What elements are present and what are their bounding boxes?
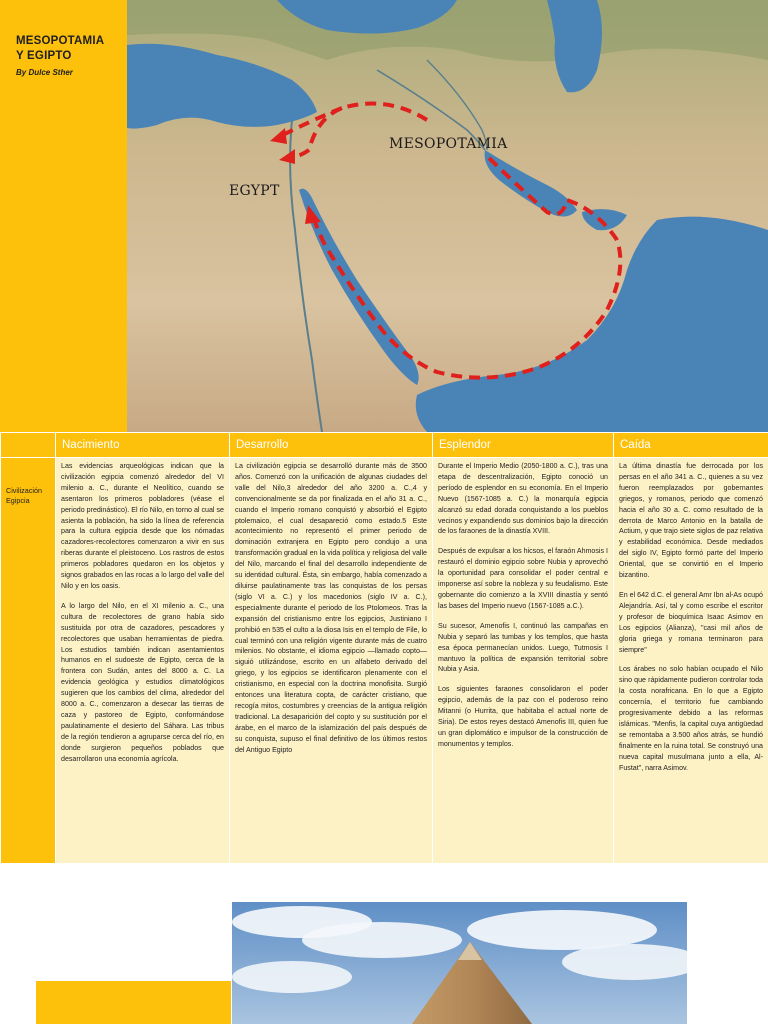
esplendor-paragraph: Su sucesor, Amenofis I, continuó las campañas en Nubia y separó las tumbas y los templos, que hasta esa época permanecían unidos. Luego, Tutmosis I mantuvo la política de expansión territorial sobre Nubia y Asia.	[438, 621, 608, 674]
cloud	[232, 961, 352, 993]
header-desarrollo: Desarrollo	[230, 433, 433, 458]
title-panel	[0, 0, 127, 432]
pyramid-photo	[232, 902, 687, 1024]
header-esplendor: Esplendor	[433, 433, 614, 458]
desarrollo-paragraph: La civilización egipcia se desarrolló durante más de 3500 años. Comenzó con la unificación de algunas ciudades del valle del Nilo,3 alrededor del año 3200 a. C.,4 y convencionalmente se da por finalizada en el año 31 a. C., cuando el Imperio romano conquistó y absorbió el Egipto ptolemaico, el cual desapareció como estado.5 Este acontecimiento no representó el primer periodo de dominación extranjera en Egipto pero condujo a una transformación gradual en la vida política y religiosa del valle del Nilo, marcando el final del desarrollo independiente de su identidad cultural. Ésta, sin embargo, había comenzado a diluirse paulatinamente tras las conquistas de los persas (siglo VI a. C.) y los macedonios (siglo IV a. C.), especialmente durante el periodo de los Ptolomeos. Tras la expansión del cristianismo entre los egipcios, Justiniano I prohibió en 535 el culto a la diosa Isis en el templo de File, lo cual terminó con una religión vigente durante más de cuatro milenios. No obstante, el idioma egipcio —llamado copto— siguió utilizándose, escrito en un alfabeto derivado del griego, y los egipcios se identificaron plenamente con el cristianismo, en especial con la doctrina monofisita. Surgió entonces una literatura copta, de carácter cristiano, que recogía mitos, costumbres y creencias de la antigua religión tradicional. La desaparición del copto y su sustitución por el árabe, en el marco de la islamización del país después de su conquista, supuso el final definitivo de los últimos restos del Antiguo Egipto	[235, 462, 427, 754]
esplendor-paragraph: Durante el Imperio Medio (2050-1800 a. C.), tras una etapa de descentralización, Egipto conoció un período de esplendor en su economía. En el Imperio Nuevo (1567-1085 a. C.) la monarquía egipcia alcanzó su edad dorada conquistando a los pueblos vecinos y expandiendo sus dominios bajo la dirección de los faraones de la dinastía XVIII.	[438, 462, 608, 536]
row-label: Civilización Egipcia	[1, 458, 56, 864]
title-line-1: MESOPOTAMIA	[16, 35, 105, 47]
table-header-row	[1, 433, 768, 458]
pyramid-photo-graphic	[232, 902, 687, 1024]
label-mesopotamia: MESOPOTAMIA	[389, 136, 508, 152]
table-row	[1, 458, 768, 864]
document-title	[16, 34, 126, 64]
cloud	[302, 922, 462, 958]
header-caida: Caída	[614, 433, 768, 458]
cell-desarrollo	[230, 458, 433, 864]
caida-paragraph: Los árabes no solo habían ocupado el Nilo sino que rápidamente pudieron controlar toda la costa norafricana. En lo que a Egipto concernía, el territorio fue cambiando progresivamente debido a las reformas islámicas. "Menfis, la capital cuya antigüedad se remontaba a 3.500 años atrás, se hundió finalmente en la ruina total. Se construyó una nueva capital musulmana junto a ella, Al-Fustat", narra Asimov.	[619, 665, 763, 772]
map-graphic	[127, 0, 768, 432]
footer-accent-band	[36, 981, 231, 1024]
label-egypt: EGYPT	[229, 183, 280, 199]
caida-paragraph: En el 642 d.C. el general Amr Ibn al-As ocupó Alejandría. Así, tal y como escribe el escritor y profesor de bioquímica Isaac Asimov en Los egipcios (Alianza), "casi mil años de gloria griega y romana terminaron para siempre"	[619, 590, 763, 654]
nacimiento-paragraph: A lo largo del Nilo, en el XI milenio a. C., una cultura de recolectores de grano había sido sustituida por otra de cazadores, pescadores y recolectores que usaban herramientas de piedra. Los estudios también indican asentamientos humanos en el sudoeste de Egipto, cerca de la frontera con Sudán, antes del 8000 a. C. La evidencia geológica y estudios climatológicos sugieren que los cambios del clima, alrededor del 8000 a. C., comenzaron a desecar las tierras de caza y pastoreo de Egipto, conformándose paulatinamente el desierto del Sáhara. Las tribus de la región tendieron a agruparse cerca del río, en donde surgieron pequeños poblados que desarrollaron una economía agrícola.	[61, 601, 224, 763]
nacimiento-paragraph: Las evidencias arqueológicas indican que la civilización egipcia comenzó alrededor del VI milenio a. C., durante el Neolítico, cuando se asentaron los primeros pobladores (véase el periodo predinástico). El río Nilo, en torno al cual se asienta la población, ha sido la línea de referencia para la cultura egipcia desde que los nómadas cazadores-recolectores comenzaron a vivir en sus riberas durante el pleistoceno. Los rastros de estos primeros pobladores quedaron en los objetos y signos grabados en las rocas a lo largo del valle del Nilo y en los oasis.	[61, 462, 224, 590]
cell-esplendor	[433, 458, 614, 864]
title-line-2: Y EGIPTO	[16, 50, 72, 62]
cloud	[467, 910, 657, 950]
header-empty	[1, 433, 56, 458]
caida-paragraph: La última dinastía fue derrocada por los persas en el año 341 a. C., quienes a su vez fueron reemplazados por gobernantes griegos, y romanos, periodo que comenzó hacia el año 30 a. C. como resultado de la derrota de Marco Antonio en la batalla de Actium, y que trajo siete siglos de paz relativa y estabilidad económica. Desde mediados del siglo IV, Egipto formó parte del Imperio Oriental, que se convirtió en el Imperio bizantino.	[619, 462, 763, 580]
cell-caida	[614, 458, 768, 864]
author-byline: By Dulce Sther	[16, 68, 73, 77]
cell-nacimiento	[56, 458, 230, 864]
header-nacimiento: Nacimiento	[56, 433, 230, 458]
route-map	[127, 0, 768, 432]
civilization-table	[0, 432, 768, 864]
esplendor-paragraph: Los siguientes faraones consolidaron el poder egipcio, además de la paz con el poderoso reino Mitanni (o Hurrita, que habitaba el actual norte de Siria). De estos reyes destacó Amenofis III, quien fue un gran diplomático e impulsor de la construcción de monumentos y templos.	[438, 685, 608, 748]
esplendor-paragraph: Después de expulsar a los hicsos, el faraón Ahmosis I restauró el dominio egipcio sobre Nubia y aprovechó la oportunidad para consolidar el poder central e imponerse así sobre la nobleza y su feudalismo. Este gobernante dio comienzo a la XVIII dinastía y sentó las bases del Imperio nuevo (1567-1085 a.C.).	[438, 547, 608, 610]
